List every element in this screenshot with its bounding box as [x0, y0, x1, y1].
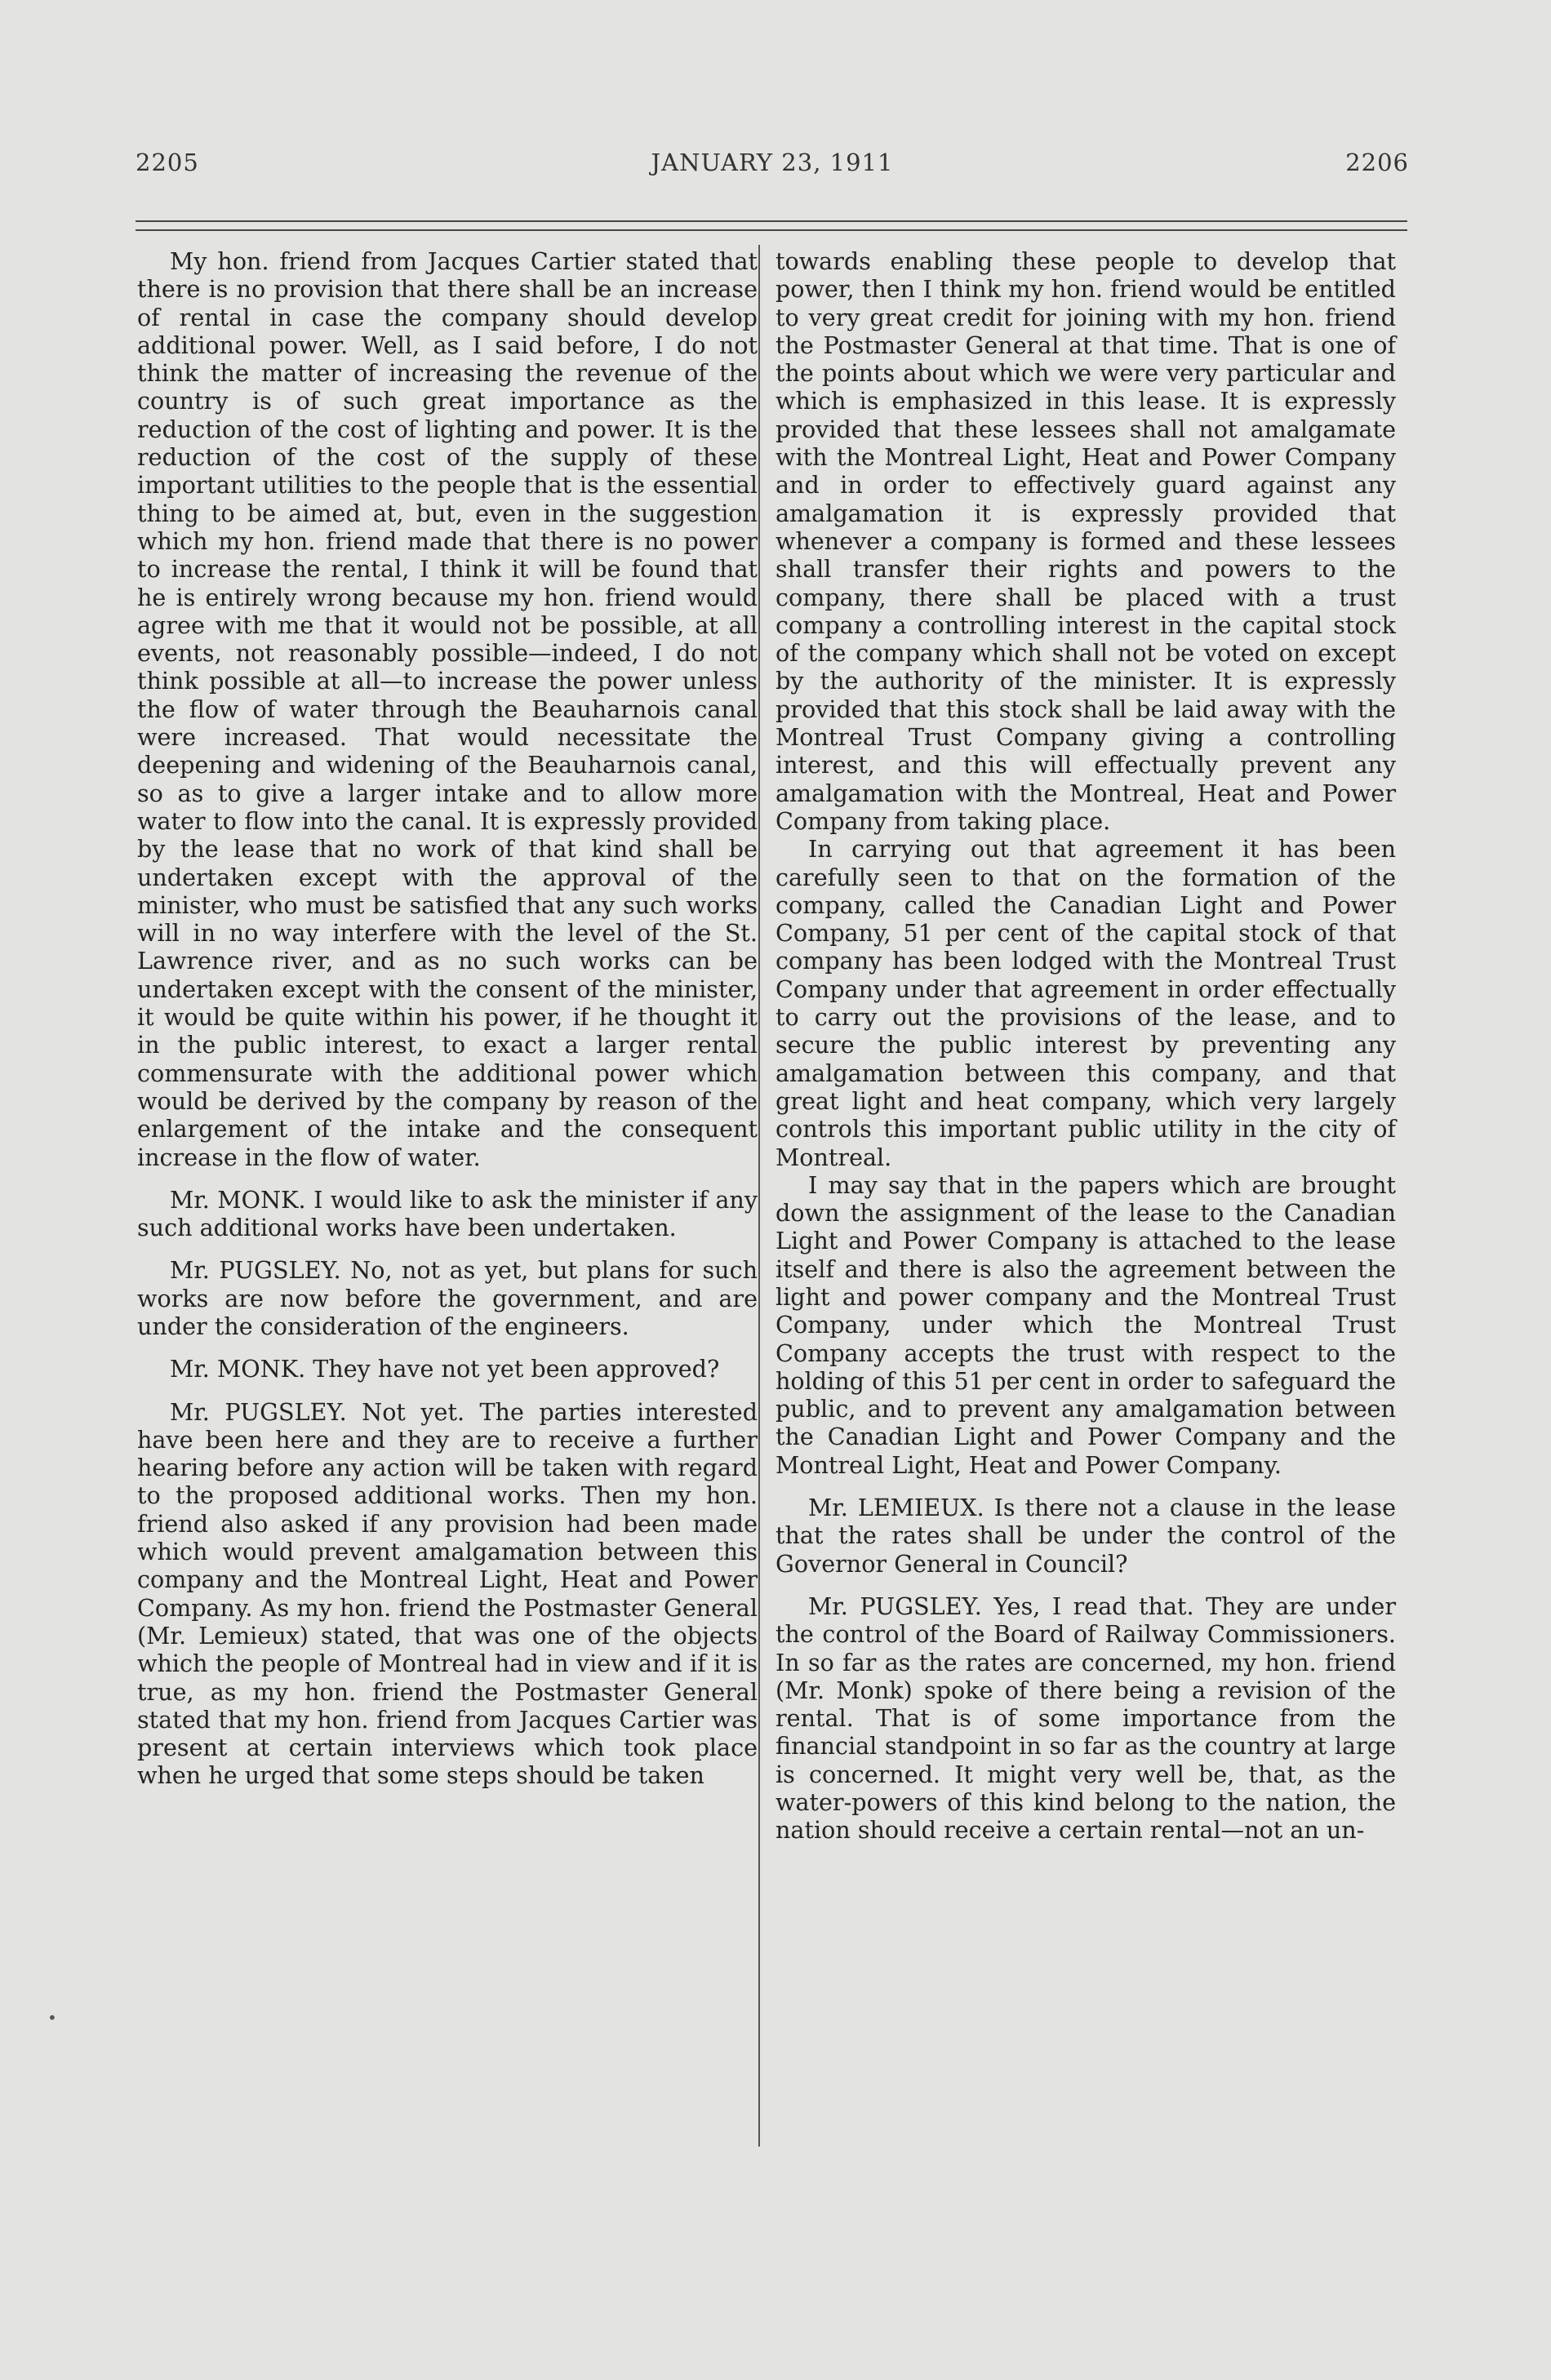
left-column — [137, 247, 758, 1790]
column-divider — [758, 245, 760, 2147]
paragraph: Mr. PUGSLEY. Yes, I read that. They are under the control of the Board of Railway Commissioners. In so far as the rates are concerned, my hon. friend (Mr. Monk) spoke of there being a revision of the rental. That is of some importance from the financial standpoint in so far as the country at large is concerned. It might very well be, that, as the water-powers of this kind belong to the nation, the nation should receive a certain rental—not an un- — [776, 1592, 1396, 1845]
header-rule-bottom — [136, 229, 1407, 231]
paragraph: Mr. PUGSLEY. No, not as yet, but plans for such works are now before the government, and are under the consideration of the engineers. — [137, 1256, 758, 1340]
paragraph: towards enabling these people to develop that power, then I think my hon. friend would be entitled to very great credit for joining with my hon. friend the Postmaster General at that time. That is one of the points about which we were very particular and which is emphasized in this lease. It is expressly provided that these lessees shall not amalgamate with the Montreal Light, Heat and Power Company and in order to effectively guard against any amalgamation it is expressly provided that whenever a company is formed and these lessees shall transfer their rights and powers to the company, there shall be placed with a trust company a controlling interest in the capital stock of the company which shall not be voted on except by the authority of the minister. It is expressly provided that this stock shall be laid away with the Montreal Trust Company giving a controlling interest, and this will effectually prevent any amalgamation with the Montreal, Heat and Power Company from taking place. — [776, 247, 1396, 835]
paragraph: Mr. PUGSLEY. Not yet. The parties interested have been here and they are to receive a further hearing before any action will be taken with regard to the proposed additional works. Then my hon. friend also asked if any provision had been made which would prevent amalgamation between this company and the Montreal Light, Heat and Power Company. As my hon. friend the Postmaster General (Mr. Lemieux) stated, that was one of the objects which the people of Montreal had in view and if it is true, as my hon. friend the Postmaster General stated that my hon. friend from Jacques Cartier was present at certain interviews which took place when he urged that some steps should be taken — [137, 1397, 758, 1790]
header-date: JANUARY 23, 1911 — [651, 149, 894, 176]
paragraph: Mr. MONK. They have not yet been approved? — [170, 1355, 720, 1383]
margin-mark: • — [47, 2008, 57, 2027]
paragraph: I may say that in the papers which are brought down the assignment of the lease to the Canadian Light and Power Company is attached to the lease itself and there is also the agreement between the light and power company and the Montreal Trust Company, under which the Montreal Trust Company accepts the trust with respect to the holding of this 51 per cent in order to safeguard the public, and to prevent any amalgamation between the Canadian Light and Power Company and the Montreal Light, Heat and Power Company. — [776, 1170, 1396, 1479]
paragraph: In carrying out that agreement it has been carefully seen to that on the formation of the company, called the Canadian Light and Power Company, 51 per cent of the capital stock of that company has been lodged with the Montreal Trust Company under that agreement in order effectually to carry out the provisions of the lease, and to secure the public interest by preventing any amalgamation between this company, and that great light and heat company, which very largely controls this important public utility in the city of Montreal. — [776, 835, 1396, 1171]
page-number-right: 2206 — [1345, 149, 1409, 176]
page-number-left: 2205 — [136, 149, 199, 176]
page-header — [136, 149, 1409, 189]
paragraph: My hon. friend from Jacques Cartier stated that there is no provision that there shall be an increase of rental in case the company should develop additional power. Well, as I said before, I do not think the matter of increasing the revenue of the country is of such great importance as the reduction of the cost of lighting and power. It is the reduction of the cost of the supply of these important utilities to the people that is the essential thing to be aimed at, but, even in the suggestion which my hon. friend made that there is no power to increase the rental, I think it will be found that he is entirely wrong because my hon. friend would agree with me that it would not be possible, at all events, not reasonably possible—indeed, I do not think possible at all—to increase the power unless the flow of water through the Beauharnois canal were increased. That would necessitate the deepening and widening of the Beauharnois canal, so as to give a larger intake and to allow more water to flow into the canal. It is expressly provided by the lease that no work of that kind shall be undertaken except with the approval of the minister, who must be satisfied that any such works will in no way interfere with the level of the St. Lawrence river, and as no such works can be undertaken except with the consent of the minister, it would be quite within his power, if he thought it in the public interest, to exact a larger rental commensurate with the additional power which would be derived by the company by reason of the enlargement of the intake and the consequent increase in the flow of water. — [137, 247, 758, 1171]
paragraph: Mr. LEMIEUX. Is there not a clause in the lease that the rates shall be under the control of the Governor General in Council? — [776, 1494, 1396, 1578]
paragraph: Mr. MONK. I would like to ask the minister if any such additional works have been undertaken. — [137, 1185, 758, 1242]
header-rule-top — [136, 220, 1407, 222]
right-column — [776, 247, 1396, 1845]
